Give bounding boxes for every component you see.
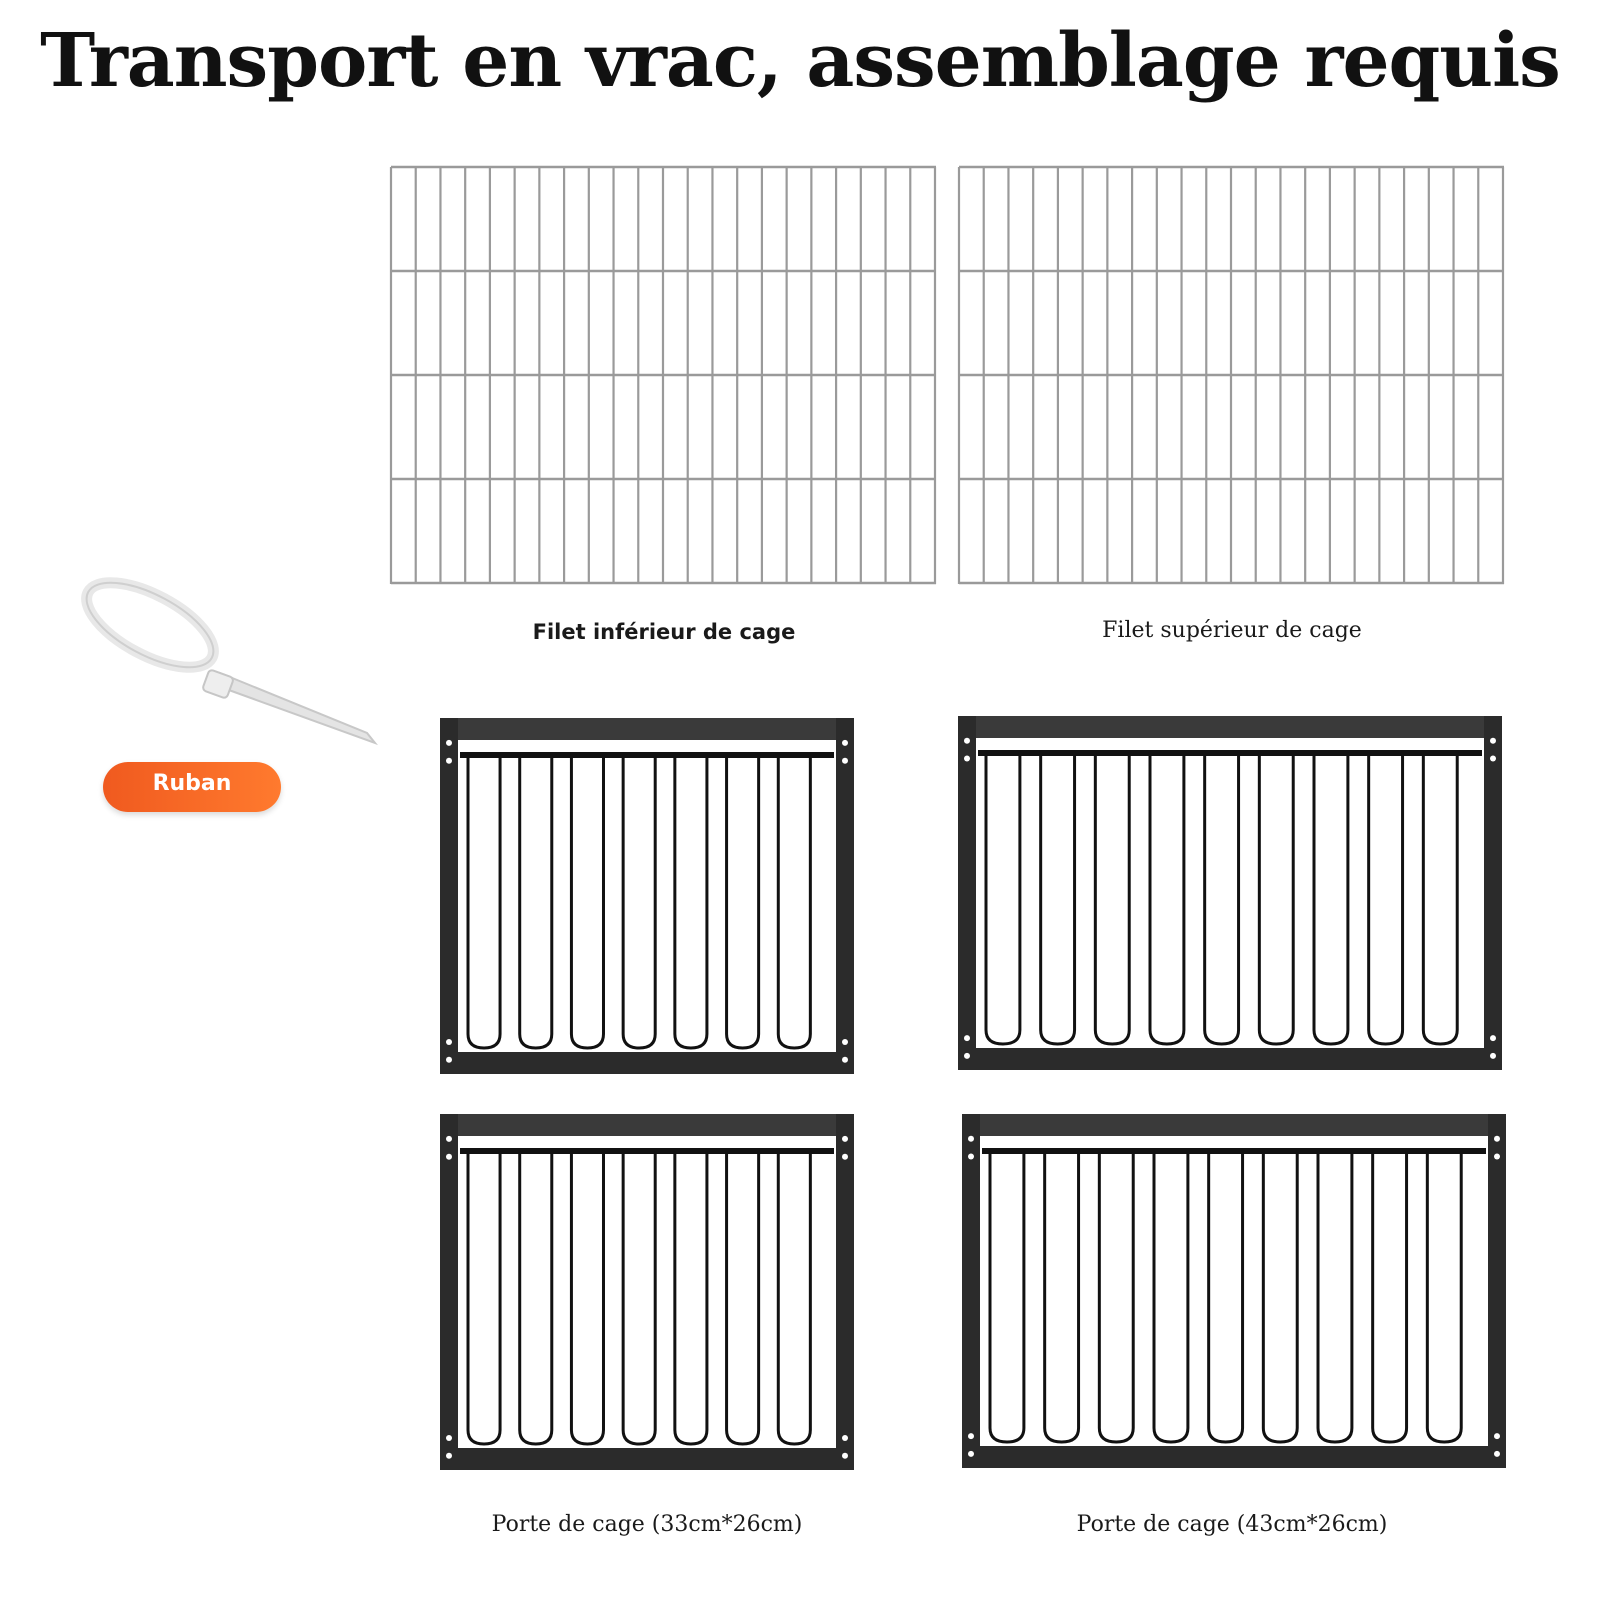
door-small-caption: Porte de cage (33cm*26cm)	[491, 1512, 803, 1537]
bottom-net-image	[390, 166, 938, 586]
cable-tie-icon	[55, 565, 385, 755]
top-net-caption: Filet supérieur de cage	[1102, 618, 1362, 643]
door-large-image-1	[958, 716, 1502, 1070]
ribbon-badge: Ruban	[103, 762, 281, 812]
door-large-caption: Porte de cage (43cm*26cm)	[1076, 1512, 1388, 1537]
door-small-image-2	[440, 1114, 854, 1470]
door-small-image-1	[440, 718, 854, 1074]
top-net-image	[958, 166, 1506, 586]
door-large-image-2	[962, 1114, 1506, 1468]
bottom-net-caption: Filet inférieur de cage	[532, 620, 796, 644]
page-title: Transport en vrac, assemblage requis	[40, 18, 1560, 104]
